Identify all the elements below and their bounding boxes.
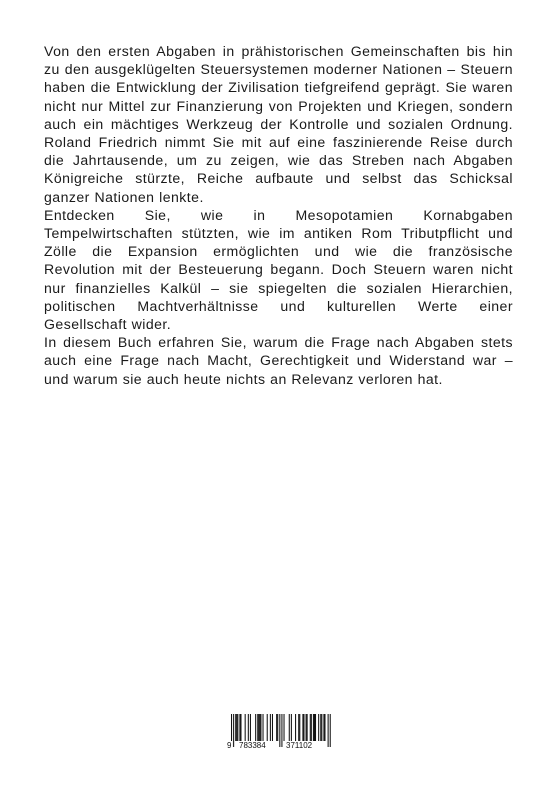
barcode-bar — [303, 714, 304, 741]
barcode-bar — [237, 714, 238, 741]
blurb-paragraph-2: Entdecken Sie, wie in Mesopotamien Kornabgaben Tempelwirtschaften stützten, wie im antiken Rom Tributpflicht und Zölle die Expansion ermöglichten und wie die französische Revolution mit der Besteuerung begann. Doch Steuern waren nicht nur finanzielles Kalkül – sie spiegelten die sozialen Hierarchien, politischen Machtverhältnisse und kulturellen Werte einer Gesellschaft wider. — [44, 206, 513, 333]
barcode-bar — [306, 714, 307, 741]
isbn-digits — [227, 741, 331, 751]
blurb-paragraph-1: Von den ersten Abgaben in prähistorischen Gemeinschaften bis hin zu den ausgeklügelten Steuersystemen moderner Nationen – Steuern haben die Entwicklung der Zivilisation tiefgreifend geprägt. Sie waren nicht nur Mittel zur Finanzierung von Projekten und Kriegen, sondern auch ein mächtiges Werkzeug der Kontrolle und sozialen Ordnung. Roland Friedrich nimmt Sie mit auf eine faszinierende Reise durch die Jahrtausende, um zu zeigen, wie das Streben nach Abgaben Königreiche stürzte, Reiche aufbaute und selbst das Schicksal ganzer Nationen lenkte. — [44, 43, 513, 205]
barcode-bar — [270, 714, 271, 741]
barcode-bar — [235, 714, 236, 741]
barcode-bar — [240, 714, 241, 741]
barcode-bar — [299, 714, 300, 741]
barcode-bar — [258, 714, 259, 741]
barcode-bar — [245, 714, 246, 741]
isbn-digits-left: 783384 — [239, 741, 266, 750]
isbn-digits-right: 371102 — [286, 741, 313, 750]
barcode-bar — [320, 714, 321, 741]
barcode-bar — [315, 714, 316, 741]
barcode-bar — [324, 714, 325, 741]
barcode-bar — [321, 714, 322, 741]
barcode-bar — [276, 714, 277, 741]
barcode-bar — [291, 714, 292, 741]
barcode-bar — [298, 714, 299, 741]
barcode-bar — [313, 714, 314, 741]
barcode-bar — [259, 714, 260, 741]
barcode-bar — [284, 714, 285, 741]
barcode-bar — [263, 714, 264, 741]
barcode-bar — [295, 714, 296, 741]
barcode-bar — [267, 714, 268, 741]
barcode-bar — [318, 714, 319, 741]
barcode-bar — [260, 714, 261, 741]
barcode-bar — [257, 714, 258, 741]
barcode-bar — [310, 714, 311, 741]
barcode-bar — [236, 714, 237, 741]
barcode-bar — [311, 714, 312, 741]
barcode-bar — [314, 714, 315, 741]
barcode-bar — [289, 714, 290, 741]
barcode-bar — [323, 714, 324, 741]
barcode-bar — [277, 714, 278, 741]
barcode-bar — [239, 714, 240, 741]
barcode-bar — [255, 714, 256, 741]
barcode-bar — [248, 714, 249, 741]
blurb-paragraph-3: In diesem Buch erfahren Sie, warum die Frage nach Abgaben stets auch eine Frage nach Macht, Gerechtigkeit und Widerstand war – und warum sie auch heute nichts an Relevanz verloren hat. — [44, 334, 513, 387]
barcode-bar — [272, 714, 273, 741]
isbn-digit-first: 9 — [227, 741, 232, 750]
barcode-bar — [302, 714, 303, 741]
barcode-bar — [250, 714, 251, 741]
barcode-bar — [307, 714, 308, 741]
back-cover-blurb — [44, 42, 513, 388]
